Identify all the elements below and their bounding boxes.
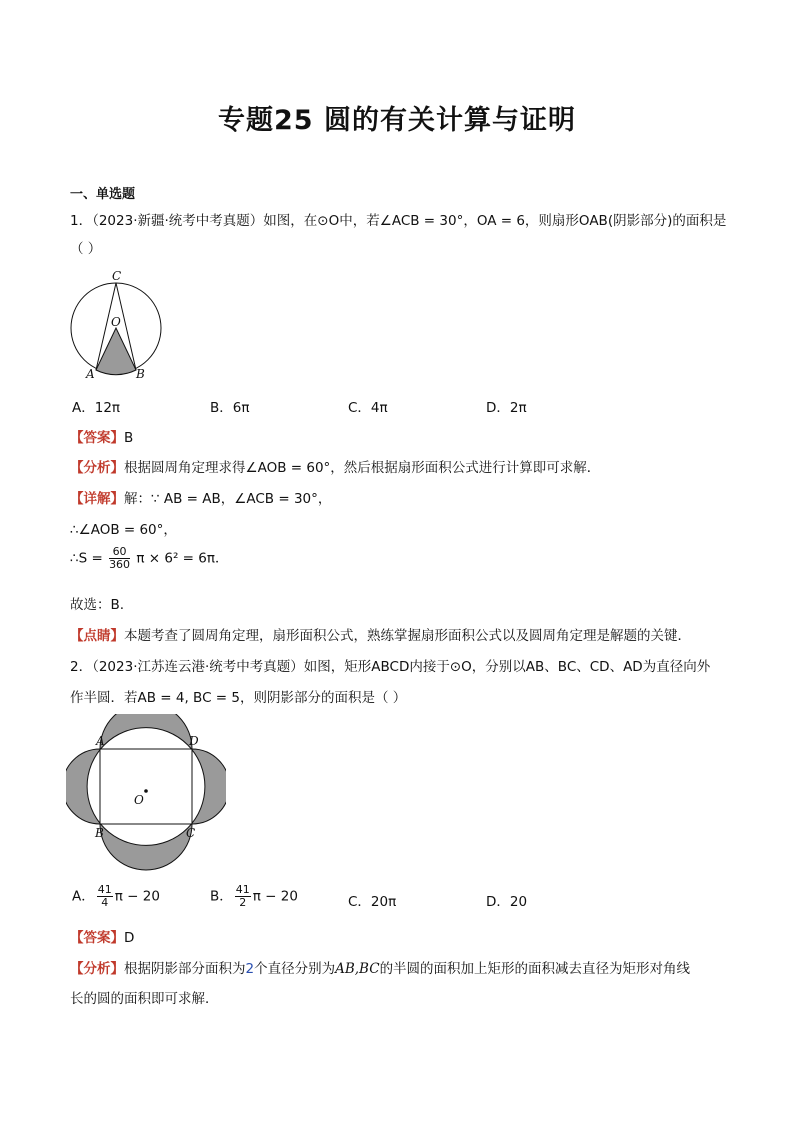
detail-tag: 【详解】 <box>70 491 124 507</box>
q2-stem-line1: 2．（2023·江苏连云港·统考中考真题）如图，矩形ABCD内接于⊙O，分别以AB、BC、CD、AD为直径向外 <box>70 659 711 675</box>
q2-label-b: B <box>95 826 104 840</box>
q2-center-dot <box>144 789 148 793</box>
q1-fraction <box>109 546 130 571</box>
q1-option-d: D．2π <box>486 400 527 416</box>
q1-answer <box>70 426 133 446</box>
q2-label-d: D <box>189 734 199 748</box>
q1-detail-line3 <box>70 546 229 571</box>
detail-line1: 解：∵ AB = AB，∠ACB = 30°， <box>124 491 332 507</box>
q2-label-c: C <box>186 826 196 840</box>
q2-option-b: B． $\frac{41}{2}$ π − 20 <box>210 883 298 909</box>
detail-line3-prefix: ∴S = <box>70 550 103 567</box>
q1-analysis <box>70 456 600 476</box>
q1-option-c: C．4π <box>348 400 388 416</box>
q1-detail-line2: ∴∠AOB = 60°， <box>70 522 177 538</box>
answer-tag: 【答案】 <box>70 430 124 446</box>
analysis-text: 根据圆周角定理求得∠AOB = 60°，然后根据扇形面积公式进行计算即可求解． <box>124 460 601 476</box>
q1-label-o: O <box>111 315 121 329</box>
analysis-tag: 【分析】 <box>70 961 124 977</box>
analysis-tag: 【分析】 <box>70 460 124 476</box>
q1-option-b: B．6π <box>210 400 250 416</box>
q1-label-b: B <box>136 367 145 381</box>
answer-value: B <box>124 430 134 446</box>
q1-label-a: A <box>86 367 95 381</box>
fraction-denominator: 360 <box>109 558 131 571</box>
q1-figure <box>66 266 166 382</box>
comment-text: 本题考查了圆周角定理，扇形面积公式，熟练掌握扇形面积公式以及圆周角定理是解题的关键． <box>124 628 691 644</box>
page-title: 专题25 圆的有关计算与证明 <box>218 105 576 136</box>
q2-stem-line2: 作半圆．若AB = 4, BC = 5，则阴影部分的面积是（ ） <box>70 690 407 706</box>
q2-option-d: D．20 <box>486 894 528 910</box>
q2-option-a: A． $\frac{41}{4}$ π − 20 <box>72 883 160 909</box>
comment-tag: 【点睛】 <box>70 628 124 644</box>
q1-comment <box>70 624 691 644</box>
q2-figure <box>66 714 226 874</box>
q2-answer <box>70 926 134 946</box>
q2-label-a: A <box>96 734 105 748</box>
q1-choice: 故选：B. <box>70 597 125 613</box>
q1-stem-line1: 1．（2023·新疆·统考中考真题）如图，在⊙O中，若∠ACB = 30°，OA = 6，则扇形OAB(阴影部分)的面积是 <box>70 213 727 229</box>
q2-analysis-line2: 长的圆的面积即可求解． <box>70 991 219 1007</box>
answer-tag: 【答案】 <box>70 930 124 946</box>
fraction-numerator: 60 <box>109 546 130 559</box>
q2-option-c: C．20π <box>348 894 397 910</box>
q1-label-c: C <box>112 269 122 283</box>
q1-detail <box>70 487 331 507</box>
q1-option-a: A．12π <box>72 400 121 416</box>
q2-label-o: O <box>134 793 144 807</box>
answer-value: D <box>124 930 135 946</box>
q1-stem-line2: （ ） <box>70 241 102 257</box>
section-heading: 一、单选题 <box>70 187 136 202</box>
detail-line3-suffix: π × 6² = 6π． <box>136 550 229 567</box>
q1-shaded-sector <box>96 328 136 375</box>
q2-analysis-line1: 【分析】根据阴影部分面积为2个直径分别为AB,BC的半圆的面积加上矩形的面积减去直径为矩形对角线 <box>70 961 691 977</box>
